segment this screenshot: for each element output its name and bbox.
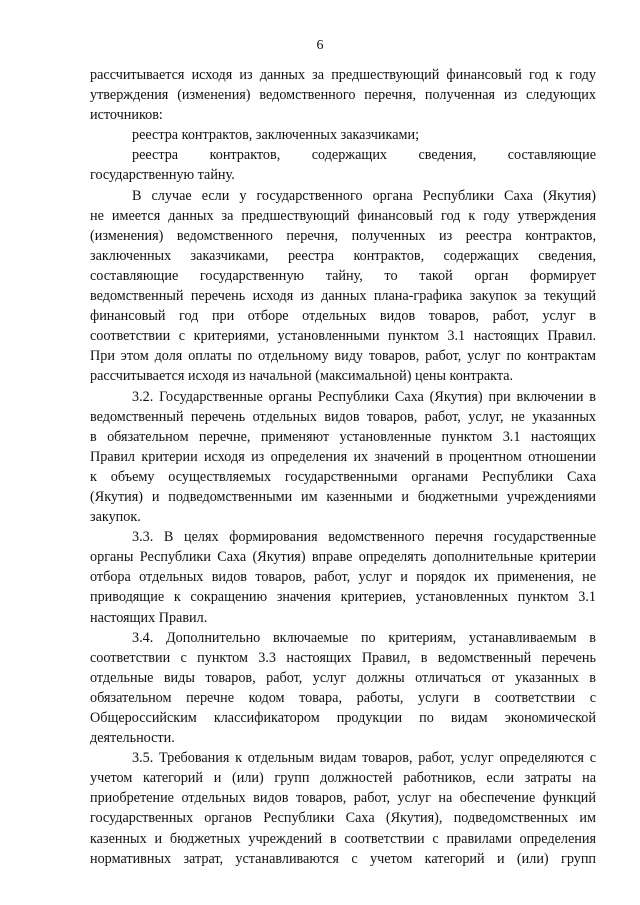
text-line: учетом категорий и (или) групп должностей работников, если затраты на — [90, 770, 596, 787]
page-number: 6 — [316, 38, 324, 53]
text-line: заключенных заказчиками, реестра контрактов, содержащих сведения, — [90, 247, 596, 264]
text-line: 3.3. В целях формирования ведомственного перечня государственные — [132, 529, 596, 546]
text-line: соответствии с критериями, установленными пунктом 3.1 настоящих Правил. — [90, 328, 596, 345]
text-line: Общероссийским классификатором продукции по видам экономической — [90, 710, 596, 726]
text-line: реестра контрактов, заключенных заказчиками; — [132, 127, 420, 144]
text-line: в обязательном перечне, применяют установленные пунктом 3.1 настоящих — [90, 428, 596, 445]
text-line: государственных органов Республики Саха (Якутия), подведомственных им — [90, 810, 596, 827]
text-line: казенных и бюджетных учреждений в соответствии с правилами определения — [90, 830, 596, 847]
text-line: государственную тайну. — [90, 167, 235, 184]
text-line: реестра контрактов, содержащих сведения, составляющие — [132, 147, 596, 164]
text-line: обязательном перечне кодом товара, работы, услуги в соответствии с — [90, 689, 596, 706]
text-line: рассчитывается исходя из начальной (максимальной) цены контракта. — [90, 368, 514, 385]
text-line: нормативных затрат, устанавливаются с учетом категорий и (или) групп — [90, 850, 596, 867]
text-line: не имеется данных за предшествующий финансовый год к году утверждения — [90, 207, 596, 224]
text-line: Правил критерии исходя из определения их значений в процентном отношении — [90, 448, 596, 465]
text-line: закупок. — [90, 509, 141, 526]
text-line: При этом доля оплаты по отдельному виду товаров, работ, услуг по контрактам — [90, 348, 596, 365]
text-line: (изменения) ведомственного перечня, полученных из реестра контрактов, — [90, 227, 596, 244]
document-body — [90, 65, 596, 869]
text-line: настоящих Правил. — [90, 609, 208, 626]
text-line: 3.2. Государственные органы Республики Саха (Якутия) при включении в — [132, 388, 596, 405]
text-line: составляющие государственную тайну, то такой орган формирует — [90, 267, 596, 284]
text-line: к объему осуществляемых государственными органами Республики Саха — [90, 468, 596, 485]
text-line: утверждения (изменения) ведомственного перечня, полученная из следующих — [90, 87, 596, 104]
text-line: (Якутия) и подведомственными им казенными и бюджетными учреждениями — [90, 488, 596, 505]
text-line: деятельности. — [90, 730, 175, 747]
text-line: В случае если у государственного органа Республики Саха (Якутия) — [132, 187, 596, 204]
text-line: 3.4. Дополнительно включаемые по критериям, устанавливаемым в — [132, 629, 596, 646]
text-line: отбора отдельных видов товаров, работ, услуг и порядок их применения, не — [90, 569, 596, 586]
text-line: приводящие к сокращению значения критериев, установленных пунктом 3.1 — [90, 589, 596, 606]
text-line: отдельные виды товаров, работ, услуг должны отличаться от указанных в — [90, 669, 596, 686]
text-line: ведомственный перечень отдельных видов товаров, работ, услуг, не указанных — [90, 408, 596, 425]
text-line: соответствии с пунктом 3.3 настоящих Правил, в ведомственный перечень — [90, 649, 596, 666]
text-line: 3.5. Требования к отдельным видам товаров, работ, услуг определяются с — [132, 750, 596, 767]
text-line: органы Республики Саха (Якутия) вправе определять дополнительные критерии — [90, 549, 596, 566]
text-line: финансовый год при отборе отдельных видов товаров, работ, услуг в — [90, 308, 596, 325]
text-line: рассчитывается исходя из данных за предшествующий финансовый год к году — [90, 67, 596, 83]
text-line: приобретение отдельных видов товаров, работ, услуг на обеспечение функций — [90, 790, 596, 807]
text-line: источников: — [90, 107, 163, 124]
text-line: ведомственный перечень исходя из данных плана-графика закупок за текущий — [90, 288, 596, 305]
